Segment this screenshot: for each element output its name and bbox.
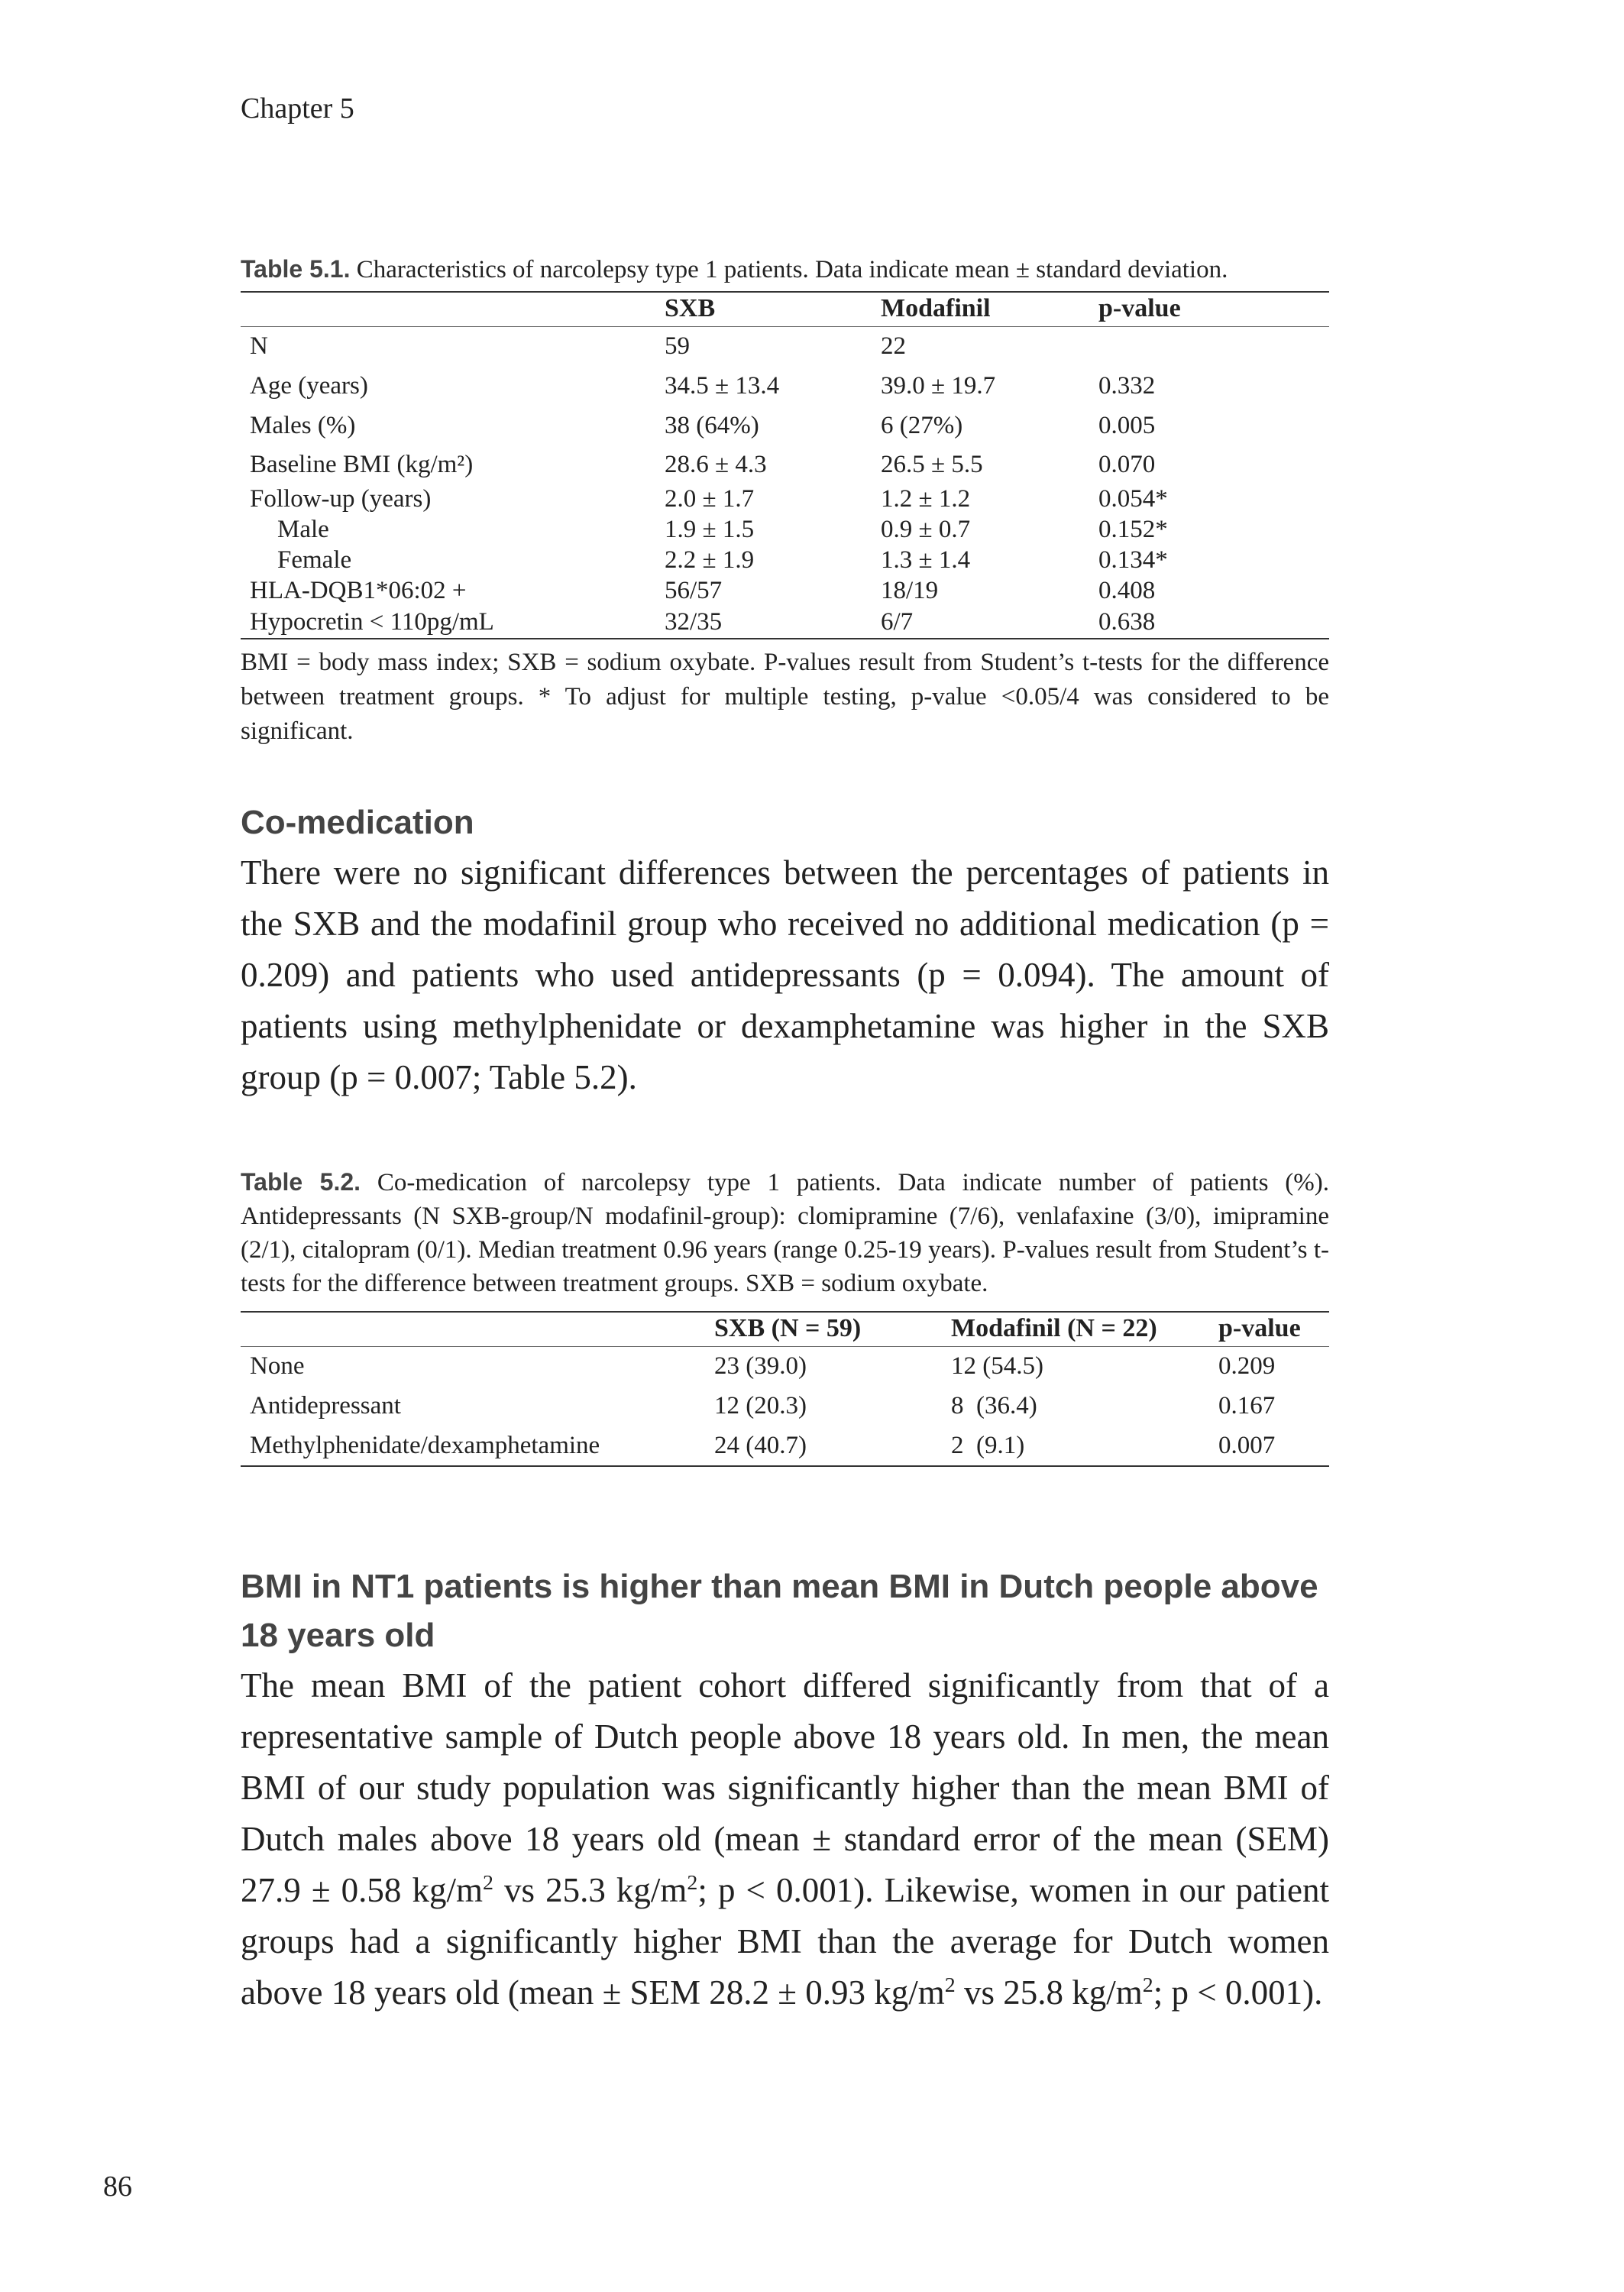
table-cell: 1.2 ± 1.2 bbox=[881, 485, 971, 513]
table-caption-text: Co-medication of narcolepsy type 1 patients. Data indicate number of patients (%). Antidepressants (N SXB-group/N modafinil-group): clomipramine (7/6), venlafaxine (3/0), imipramine (2/1), citalopram (0/1). Median treatment 0.96 years (range 0.25-19 years). P-values result from Student’s t-tests for the difference between treatment groups. SXB = sodium oxybate. bbox=[241, 1169, 1330, 1297]
column-header: p-value bbox=[1218, 1314, 1301, 1342]
table-cell: 28.6 ± 4.3 bbox=[665, 451, 767, 478]
table-footnote: BMI = body mass index; SXB = sodium oxybate. P-values result from Student’s t-tests for the difference between treatment groups. * To adjust for multiple testing, p-value <0.05/4 was considered to be significant. bbox=[241, 648, 1329, 745]
row-label: Hypocretin < 110pg/mL bbox=[250, 607, 494, 636]
table-header-row bbox=[241, 1312, 1329, 1347]
column-header: SXB (N = 59) bbox=[714, 1314, 862, 1342]
paragraph-text: vs 25.8 kg/m bbox=[955, 1973, 1143, 2012]
table-cell: 6/7 bbox=[881, 607, 914, 636]
section-heading: Co-medication bbox=[241, 804, 474, 841]
table-5-1-block bbox=[241, 252, 1329, 749]
row-label: None bbox=[250, 1352, 305, 1381]
row-label: Baseline BMI (kg/m²) bbox=[250, 451, 474, 478]
column-header bbox=[241, 292, 665, 327]
table-cell: 8 (36.4) bbox=[951, 1392, 1037, 1420]
table-cell: 0.005 bbox=[1098, 412, 1156, 439]
row-label: Age (years) bbox=[250, 372, 368, 400]
table-cell: 0.332 bbox=[1098, 372, 1156, 400]
table-cell: 26.5 ± 5.5 bbox=[881, 451, 983, 478]
table-cell: 12 (20.3) bbox=[714, 1392, 807, 1420]
table-row bbox=[241, 1426, 1329, 1466]
table-cell: 0.408 bbox=[1098, 577, 1156, 604]
table-row bbox=[241, 515, 1329, 545]
row-label: Follow-up (years) bbox=[250, 485, 432, 513]
superscript: 2 bbox=[482, 1871, 493, 1895]
table-cell: 2.2 ± 1.9 bbox=[665, 546, 755, 574]
table-5-2-block bbox=[241, 1165, 1329, 1467]
table-cell: 1.3 ± 1.4 bbox=[881, 546, 971, 574]
table-cell: 1.9 ± 1.5 bbox=[665, 516, 755, 543]
superscript: 2 bbox=[944, 1973, 956, 1997]
table-label: Table 5.2. bbox=[241, 1168, 361, 1196]
table-cell: 0.209 bbox=[1218, 1352, 1276, 1381]
body-paragraph: There were no significant differences between the percentages of patients in the SXB and the modafinil group who received no additional medication (p = 0.209) and patients who used antidepressants (p = 0.094). The amount of patients using methylphenidate or dexamphetamine was higher in the SXB group (p = 0.007; Table 5.2). bbox=[241, 853, 1329, 1096]
table-cell: 0.9 ± 0.7 bbox=[881, 516, 971, 543]
table-cell: 38 (64%) bbox=[665, 412, 759, 439]
row-label: Methylphenidate/dexamphetamine bbox=[250, 1431, 600, 1459]
running-header: Chapter 5 bbox=[241, 92, 354, 125]
row-label: Male bbox=[277, 516, 329, 543]
table-cell: 56/57 bbox=[665, 577, 723, 604]
table-cell: 39.0 ± 19.7 bbox=[881, 372, 996, 400]
section-heading: BMI in NT1 patients is higher than mean BMI in Dutch people above 18 years old bbox=[241, 1568, 1318, 1654]
row-label: Antidepressant bbox=[250, 1392, 401, 1420]
table-row bbox=[241, 576, 1329, 607]
superscript: 2 bbox=[1142, 1973, 1153, 1997]
table-cell: 22 bbox=[881, 332, 906, 361]
row-label: Female bbox=[277, 546, 352, 574]
column-header: Modafinil (N = 22) bbox=[951, 1314, 1157, 1342]
table-row bbox=[241, 484, 1329, 515]
paragraph-text: ; p < 0.001). bbox=[1153, 1973, 1323, 2012]
table-cell: 32/35 bbox=[665, 607, 723, 636]
characteristics-table bbox=[241, 291, 1329, 639]
paragraph-text: vs 25.3 kg/m bbox=[493, 1871, 687, 1909]
table-cell: 23 (39.0) bbox=[714, 1352, 807, 1381]
column-header: p-value bbox=[1098, 294, 1181, 322]
table-cell: 59 bbox=[665, 332, 690, 361]
table-cell: 0.134* bbox=[1098, 546, 1168, 574]
body-paragraph bbox=[241, 1660, 1329, 2018]
table-cell: 12 (54.5) bbox=[951, 1352, 1043, 1381]
section-bmi bbox=[241, 1562, 1329, 2018]
table-cell: 0.167 bbox=[1218, 1392, 1276, 1420]
table-cell: 2.0 ± 1.7 bbox=[665, 485, 755, 513]
table-row bbox=[241, 1387, 1329, 1426]
row-label: N bbox=[250, 332, 268, 361]
section-co-medication bbox=[241, 798, 1329, 1103]
table-row bbox=[241, 1347, 1329, 1387]
table-row bbox=[241, 406, 1329, 446]
column-header: SXB bbox=[665, 294, 716, 322]
table-cell: 0.054* bbox=[1098, 485, 1168, 513]
table-cell: 0.152* bbox=[1098, 516, 1168, 543]
paragraph-text: The mean BMI of the patient cohort differed significantly from that of a representative sample of Dutch people above 18 years old. In men, the mean BMI of our study population was significantly higher than the mean BMI of Dutch males above 18 years old (mean ± standard error of the mean (SEM) 27.9 ± 0.58 kg/m bbox=[241, 1666, 1329, 1909]
table-cell: 34.5 ± 13.4 bbox=[665, 372, 780, 400]
table-cell: 0.638 bbox=[1098, 607, 1156, 636]
paragraph-text: ; p < 0.001). Likewise, women in our patient groups had a significantly higher BMI than the average for Dutch women above 18 years old (mean ± SEM 28.2 ± 0.93 kg/m bbox=[241, 1871, 1329, 2012]
table-row bbox=[241, 446, 1329, 484]
table-row bbox=[241, 327, 1329, 367]
table-cell: 18/19 bbox=[881, 577, 939, 604]
table-cell: 24 (40.7) bbox=[714, 1431, 807, 1459]
table-cell: 0.070 bbox=[1098, 451, 1156, 478]
table-label: Table 5.1. bbox=[241, 255, 351, 283]
co-medication-table bbox=[241, 1311, 1329, 1467]
column-header bbox=[241, 1312, 714, 1347]
table-5-1-caption bbox=[241, 252, 1329, 286]
table-header-row bbox=[241, 292, 1329, 327]
table-cell: 0.007 bbox=[1218, 1431, 1276, 1459]
table-cell: 2 (9.1) bbox=[951, 1431, 1025, 1459]
table-row bbox=[241, 545, 1329, 576]
page-number: 86 bbox=[103, 2171, 132, 2203]
row-label: HLA-DQB1*06:02 + bbox=[250, 577, 467, 604]
table-row bbox=[241, 367, 1329, 406]
table-caption-text: Characteristics of narcolepsy type 1 patients. Data indicate mean ± standard deviation. bbox=[350, 256, 1228, 283]
table-5-2-caption bbox=[241, 1165, 1329, 1300]
table-cell bbox=[1098, 327, 1329, 367]
column-header: Modafinil bbox=[881, 294, 991, 322]
row-label: Males (%) bbox=[250, 412, 356, 439]
table-row bbox=[241, 607, 1329, 639]
table-cell: 6 (27%) bbox=[881, 412, 963, 439]
superscript: 2 bbox=[687, 1871, 698, 1895]
